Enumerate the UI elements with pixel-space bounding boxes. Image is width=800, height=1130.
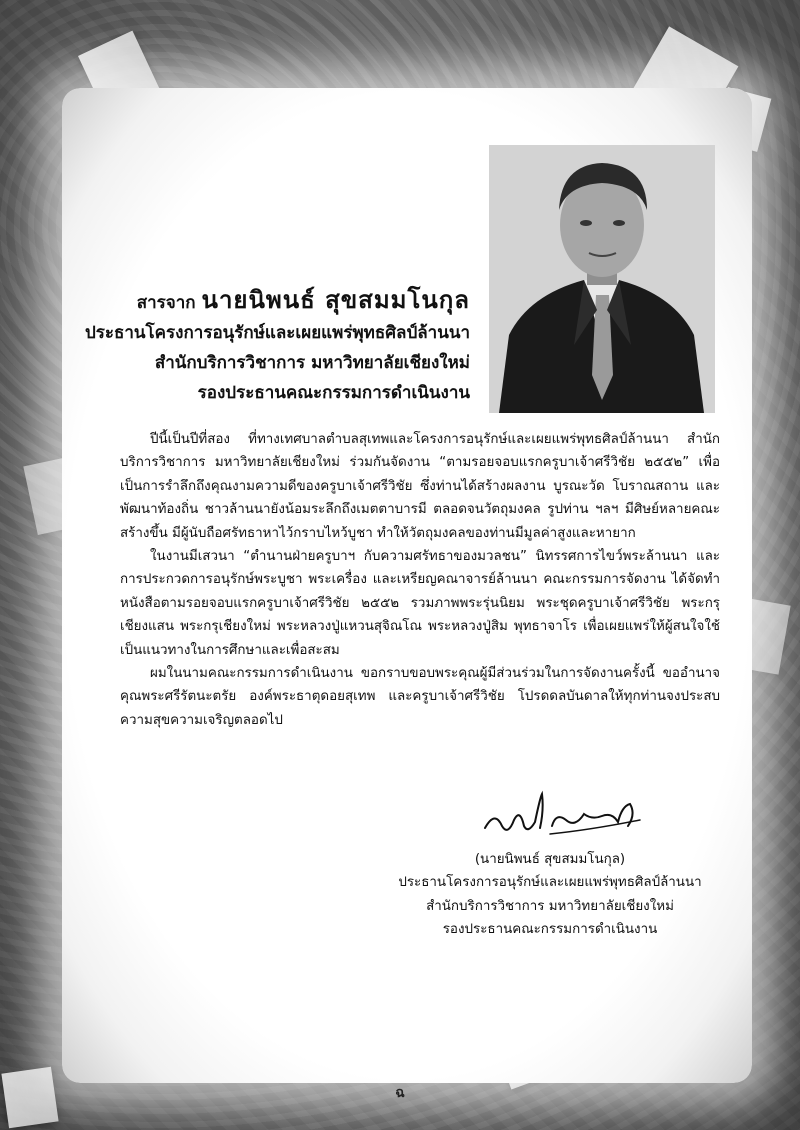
body-paragraph-2: ในงานมีเสวนา “ตำนานฝ่ายครูบาฯ กับความศรัทธาของมวลชน” นิทรรศการไขว์พระล้านนา และการประกวดการอนุรักษ์พระบูชา พระเครื่อง และเหรียญคณาจารย์ล้านนา คณะกรรมการจัดงาน ได้จัดทำหนังสือตามรอยจอบแรกครูบาเจ้าศรีวิชัย ๒๕๕๒ รวมภาพพระรุ่นนิยม พระชุดครูบาเจ้าศรีวิชัย พระกรุเชียงแสน พระกรุเชียงใหม่ พระหลวงปู่แหวนสุจิณโณ พระหลวงปู่สิม พุทธาจาโร เพื่อเผยแพร่ให้ผู้สนใจใช้เป็นแนวทางในการศึกษาและเพื่อสะสม (120, 549, 720, 658)
header-sender-line (85, 285, 470, 318)
signature-title-1: ประธานโครงการอนุรักษ์และเผยแพร่พุทธศิลป์ล้านนา (398, 875, 702, 891)
handwritten-signature (480, 790, 650, 845)
header-title-3: รองประธานคณะกรรมการดำเนินงาน (197, 383, 470, 403)
signature-title-3: รองประธานคณะกรรมการดำเนินงาน (442, 922, 658, 938)
portrait-illustration (489, 145, 715, 413)
header-prefix: สารจาก (136, 293, 196, 313)
signature-name: (นายนิพนธ์ สุขสมมโนกุล) (474, 852, 626, 867)
body-paragraph-3: ผมในนามคณะกรรมการดำเนินงาน ขอกราบขอบพระคุณผู้มีส่วนร่วมในการจัดงานครั้งนี้ ขออำนาจคุณพระศรีรัตนะตรัย องค์พระธาตุดอยสุเทพ และครูบาเจ้าศรีวิชัย โปรดดลบันดาลให้ทุกท่านจงประสบความสุขความเจริญตลอดไป (120, 666, 720, 728)
signature-text (380, 848, 720, 942)
header-title-2: สำนักบริการวิชาการ มหาวิทยาลัยเชียงใหม่ (154, 353, 470, 373)
letter-body (120, 428, 720, 732)
page-number: ฉ (376, 1080, 424, 1106)
signature-title-2: สำนักบริการวิชาการ มหาวิทยาลัยเชียงใหม่ (426, 898, 674, 914)
header-sender-name: นายนิพนธ์ สุขสมมโนกุล (201, 285, 470, 314)
body-paragraph-1: ปีนี้เป็นปีที่สอง ที่ทางเทศบาลตำบลสุเทพและโครงการอนุรักษ์และเผยแพร่พุทธศิลป์ล้านนา สำนักบริการวิชาการ มหาวิทยาลัยเชียงใหม่ ร่วมกันจัดงาน “ตามรอยจอบแรกครูบาเจ้าศรีวิชัย ๒๕๕๒” เพื่อเป็นการรำลึกถึงคุณงามความดีของครูบาเจ้าศรีวิชัย ซึ่งท่านได้สร้างผลงาน บูรณะวัด โบราณสถาน และพัฒนาท้องถิ่น ชาวล้านนายังน้อมระลึกถึงเมตตาบารมี ตลอดจนวัตถุมงคล รูปท่าน ฯลฯ มีศิษย์หลายคณะสร้างขึ้น มีผู้นับถือศรัทธาหาไว้กราบไหว้บูชา ทำให้วัตถุมงคลของท่านมีมูลค่าสูงและหายาก (120, 432, 720, 541)
letter-header (85, 285, 470, 408)
decorative-paper-scrap (1, 1067, 58, 1128)
portrait-photo (489, 145, 715, 413)
header-title-1: ประธานโครงการอนุรักษ์และเผยแพร่พุทธศิลป์ล้านนา (84, 323, 470, 343)
